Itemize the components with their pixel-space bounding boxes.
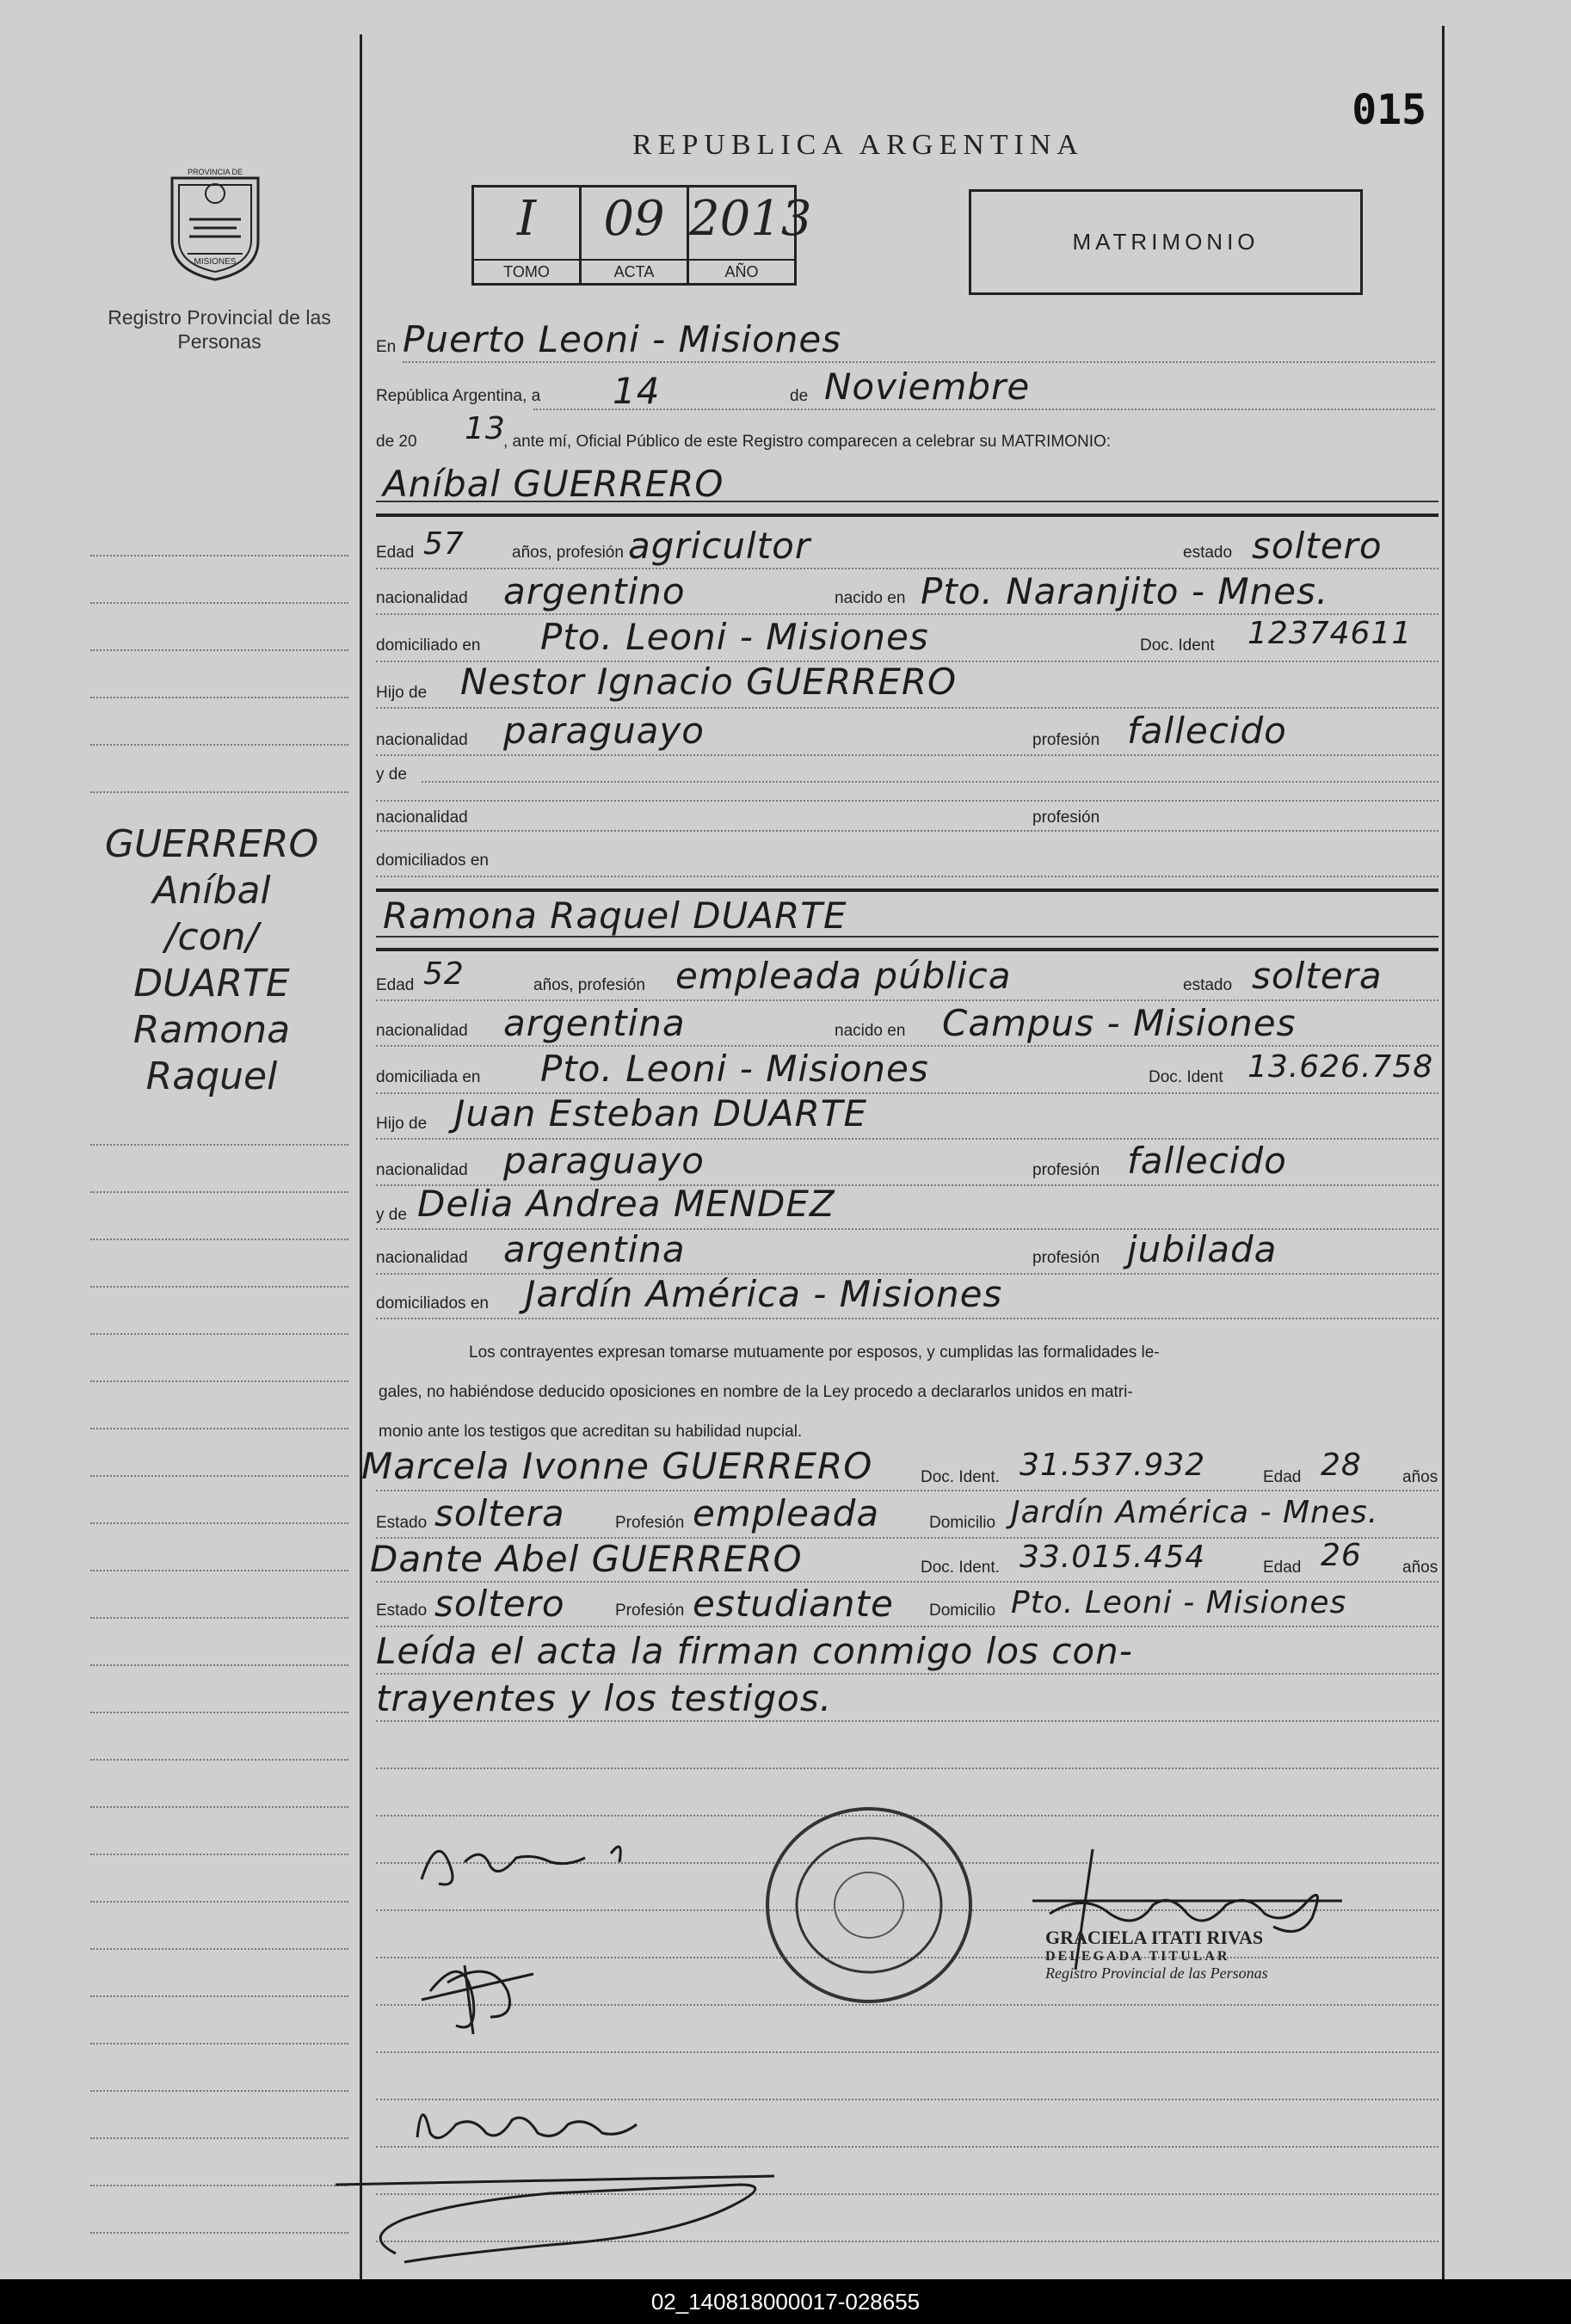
nacionalidad-label: nacionalidad [376, 808, 468, 827]
margin-note-line: GUERRERO [104, 822, 319, 866]
margin-line [90, 1522, 348, 1524]
margin-line [90, 744, 348, 746]
svg-text:MISIONES: MISIONES [194, 257, 237, 267]
witness-domicilio-label: Domicilio [929, 1602, 996, 1620]
signature-groom [404, 1819, 662, 1905]
groom-born-in: Pto. Naranjito - Mnes. [921, 570, 1329, 612]
margin-line [90, 1948, 348, 1950]
line [376, 1045, 1439, 1047]
declaration-line: monio ante los testigos que acreditan su habilidad nupcial. [379, 1423, 803, 1441]
witness2-doc: 33.015.454 [1020, 1540, 1206, 1575]
margin-line [90, 1806, 348, 1808]
bride-born-in: Campus - Misiones [942, 1002, 1297, 1044]
svg-text:PROVINCIA DE: PROVINCIA DE [187, 168, 243, 176]
signature-bride [413, 1940, 551, 2043]
groom-nationality: argentino [503, 570, 686, 612]
bride-domicile: Pto. Leoni - Misiones [540, 1048, 929, 1090]
estado-label: estado [1183, 976, 1233, 994]
witness-estado-label: Estado [376, 1514, 428, 1532]
registry-name: Registro Provincial de las Personas [108, 306, 331, 353]
profesion-label: profesión [1032, 1249, 1100, 1267]
margin-line [90, 1239, 348, 1240]
official-office: Registro Provincial de las Personas [1045, 1964, 1268, 1982]
nacionalidad-label: nacionalidad [376, 731, 468, 749]
record-type-box: MATRIMONIO [969, 189, 1363, 295]
edad-label: Edad [376, 544, 415, 562]
margin-note-line: Raquel [145, 1054, 278, 1098]
section-divider [376, 513, 1439, 517]
closing-line-2: trayentes y los testigos. [376, 1677, 833, 1719]
margin-line [90, 1995, 348, 1997]
line [376, 800, 1439, 802]
margin-line [90, 2137, 348, 2139]
margin-line [90, 602, 348, 604]
acta-label: ACTA [582, 259, 687, 283]
margin-line [90, 1617, 348, 1619]
margin-line [90, 1854, 348, 1855]
groom-father: Nestor Ignacio GUERRERO [460, 661, 958, 703]
anio-cell [689, 188, 812, 283]
signature-witness-2 [327, 2159, 809, 2271]
witness1-age: 28 [1321, 1448, 1362, 1483]
margin-line [90, 1475, 348, 1477]
line [376, 1318, 1439, 1319]
official-title: DELEGADA TITULAR [1045, 1949, 1230, 1964]
line [376, 613, 1439, 615]
profesion-label: profesión [1032, 731, 1100, 749]
witness-doc-label: Doc. Ident. [921, 1559, 1000, 1577]
line [422, 781, 1439, 783]
margin-line [90, 1286, 348, 1288]
nacionalidad-label: nacionalidad [376, 589, 468, 607]
hijo-de-label: Hijo de [376, 684, 428, 702]
line [376, 876, 1439, 877]
hijo-de-label: Hijo de [376, 1115, 428, 1133]
right-margin-line [1442, 26, 1445, 2279]
declaration-text [379, 1333, 1437, 1452]
nacido-en-label: nacido en [835, 589, 906, 607]
margin-note-line: Ramona [132, 1008, 291, 1052]
groom-civil-status: soltero [1252, 525, 1383, 567]
line [376, 1490, 1439, 1491]
domiciliada-en-label: domiciliada en [376, 1068, 481, 1086]
margin-line [90, 2232, 348, 2234]
witness-profesion-label: Profesión [615, 1514, 685, 1532]
margin-line [90, 697, 348, 698]
line [376, 1673, 1439, 1675]
tomo-label: TOMO [474, 259, 579, 283]
witness2-domicile: Pto. Leoni - Misiones [1011, 1585, 1347, 1620]
nacionalidad-label: nacionalidad [376, 1161, 468, 1179]
intro-text: , ante mí, Oficial Público de este Registro comparecen a celebrar su MATRIMONIO: [503, 433, 1112, 451]
margin-line [90, 1144, 348, 1146]
official-signature-block [1045, 1927, 1268, 1983]
line [376, 999, 1439, 1001]
month-value: Noviembre [824, 366, 1031, 408]
witness1-domicile: Jardín América - Mnes. [1011, 1495, 1379, 1530]
margin-note-line: /con/ [164, 915, 259, 959]
declaration-line: gales, no habiéndose deducido oposiciones en nombre de la Ley procedo a declararlos unidos en matri- [379, 1383, 1133, 1401]
margin-line [90, 1380, 348, 1382]
groom-father-profession: fallecido [1127, 710, 1287, 752]
folio-number: 015 [1352, 86, 1426, 134]
witness1-profession: empleada [693, 1492, 880, 1534]
witness2-profession: estudiante [693, 1583, 894, 1625]
country-title: REPUBLICA ARGENTINA [632, 129, 1084, 161]
witness2-name: Dante Abel GUERRERO [370, 1538, 803, 1580]
nacionalidad-label: nacionalidad [376, 1022, 468, 1040]
closing-line-1: Leída el acta la firman conmigo los con- [376, 1630, 1133, 1672]
margin-annotation [57, 821, 367, 1100]
official-name: GRACIELA ITATI RIVAS [1045, 1927, 1264, 1948]
anos-profesion-label: años, profesión [512, 544, 624, 562]
line [376, 754, 1439, 756]
margin-line [90, 1428, 348, 1429]
line [376, 1626, 1439, 1627]
official-stamp [761, 1802, 976, 2008]
margin-line [90, 1901, 348, 1903]
left-margin-line [360, 34, 362, 2279]
margin-line [90, 1191, 348, 1193]
bride-name: Ramona Raquel DUARTE [383, 895, 847, 937]
margin-line [90, 2090, 348, 2092]
anio-label: AÑO [689, 259, 794, 283]
domiciliados-en-label: domiciliados en [376, 852, 489, 870]
witness2-status: soltero [434, 1583, 565, 1625]
margin-line [90, 555, 348, 556]
declaration-line: Los contrayentes expresan tomarse mutuamente por esposos, y cumplidas las formalidades le- [469, 1343, 1160, 1362]
profesion-label: profesión [1032, 1161, 1100, 1179]
line [376, 2051, 1439, 2053]
witness-profesion-label: Profesión [615, 1602, 685, 1620]
bride-father-profession: fallecido [1127, 1140, 1287, 1182]
acta-cell [582, 188, 689, 283]
groom-age: 57 [423, 526, 465, 562]
section-divider [376, 948, 1439, 951]
witness-doc-label: Doc. Ident. [921, 1468, 1000, 1486]
witness-edad-label: Edad [1263, 1559, 1302, 1577]
line [376, 568, 1439, 569]
y-de-label: y de [376, 1206, 407, 1224]
witness1-doc: 31.537.932 [1020, 1448, 1206, 1483]
record-reference-box [471, 185, 812, 286]
section-divider [376, 888, 1439, 892]
bride-doc: 13.626.758 [1248, 1049, 1434, 1085]
margin-line [90, 1664, 348, 1666]
line [376, 501, 1439, 502]
tomo-cell [474, 188, 582, 283]
witness2-age: 26 [1321, 1538, 1362, 1573]
doc-ident-label: Doc. Ident [1149, 1068, 1223, 1086]
doc-ident-label: Doc. Ident [1140, 636, 1215, 655]
place-value: Puerto Leoni - Misiones [403, 318, 842, 360]
line [533, 409, 1435, 410]
witness-anos-label: años [1402, 1468, 1439, 1486]
groom-profession: agricultor [628, 525, 811, 567]
bride-nationality: argentina [503, 1002, 686, 1044]
edad-label: Edad [376, 976, 415, 994]
profesion-label: profesión [1032, 808, 1100, 827]
margin-line [90, 1570, 348, 1571]
bride-mother: Delia Andrea MENDEZ [417, 1183, 835, 1225]
bride-mother-profession: jubilada [1127, 1228, 1278, 1270]
witness1-name: Marcela Ivonne GUERRERO [361, 1445, 873, 1487]
bride-mother-nationality: argentina [503, 1228, 686, 1270]
margin-line [90, 649, 348, 651]
day-value: 14 [613, 370, 661, 412]
de-label: de [790, 387, 809, 405]
estado-label: estado [1183, 544, 1233, 562]
line [376, 1720, 1439, 1722]
bride-civil-status: soltera [1252, 955, 1383, 997]
year-suffix-value: 13 [465, 411, 506, 446]
de20-label: de 20 [376, 433, 417, 451]
tomo-value: I [516, 191, 537, 247]
line [403, 361, 1435, 363]
bride-profession: empleada pública [675, 955, 1012, 997]
groom-name: Aníbal GUERRERO [383, 463, 724, 505]
line [376, 936, 1439, 938]
margin-line [90, 2185, 348, 2186]
groom-domicile: Pto. Leoni - Misiones [540, 616, 929, 658]
bride-parents-domicile: Jardín América - Misiones [525, 1273, 1003, 1315]
bride-father-nationality: paraguayo [503, 1140, 705, 1182]
line [376, 707, 1439, 709]
witness-domicilio-label: Domicilio [929, 1514, 996, 1532]
groom-father-nationality: paraguayo [503, 710, 705, 752]
nacido-en-label: nacido en [835, 1022, 906, 1040]
line [376, 830, 1439, 832]
line [376, 1768, 1439, 1769]
anos-profesion-label: años, profesión [533, 976, 645, 994]
margin-line [90, 1759, 348, 1761]
domiciliados-en-label: domiciliados en [376, 1294, 489, 1313]
margin-note-line: DUARTE [133, 962, 290, 1005]
en-label: En [376, 338, 397, 356]
republica-label: República Argentina, a [376, 387, 541, 405]
margin-line [90, 2043, 348, 2044]
groom-doc: 12374611 [1248, 616, 1413, 651]
signature-witness-1 [404, 2086, 680, 2155]
nacionalidad-label: nacionalidad [376, 1249, 468, 1267]
margin-line [90, 791, 348, 793]
bride-father: Juan Esteban DUARTE [454, 1092, 867, 1134]
domiciliado-en-label: domiciliado en [376, 636, 481, 655]
witness1-status: soltera [434, 1492, 565, 1534]
anio-value: 2013 [689, 191, 812, 247]
witness-anos-label: años [1402, 1559, 1439, 1577]
bride-age: 52 [423, 956, 465, 992]
scan-footer-id: 02_140818000017-028655 [0, 2279, 1571, 2324]
y-de-label: y de [376, 765, 407, 784]
margin-note-line: Aníbal [152, 869, 271, 913]
witness-edad-label: Edad [1263, 1468, 1302, 1486]
acta-value: 09 [603, 191, 665, 247]
margin-line [90, 1333, 348, 1335]
margin-line [90, 1712, 348, 1713]
province-seal-logo [163, 168, 267, 284]
witness-estado-label: Estado [376, 1602, 428, 1620]
